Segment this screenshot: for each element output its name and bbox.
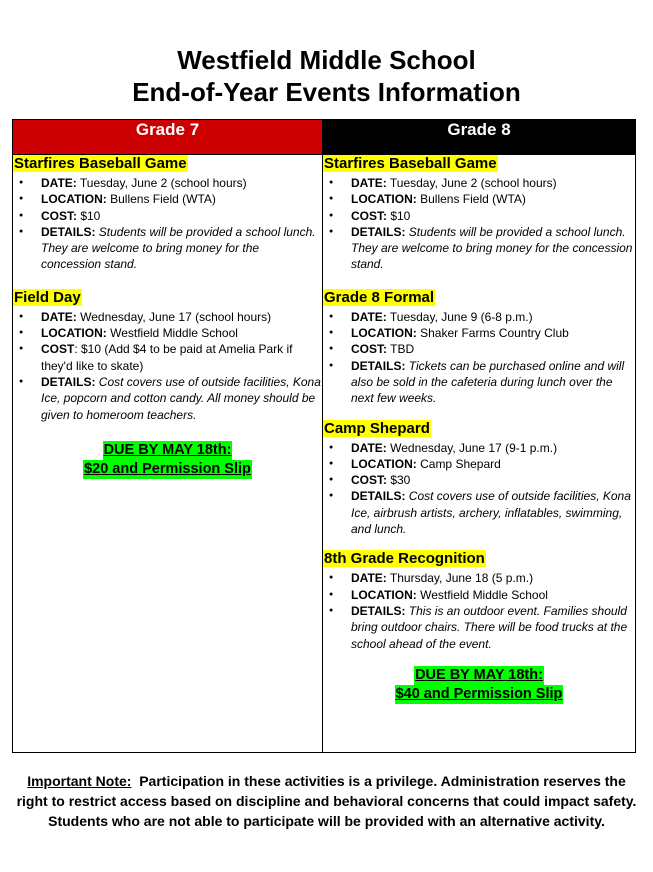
details-value: Cost covers use of outside facilities, Kona Ice, airbrush artists, archery, inflatables, swimming, and lunch.: [351, 489, 631, 537]
event-date: [351, 175, 635, 191]
event-details: [351, 224, 635, 273]
details-value: This is an outdoor event. Families should bring outdoor chairs. There will be food trucks at the school ahead of the event.: [351, 603, 628, 651]
event-title: Field Day: [14, 288, 81, 306]
event-cost: [351, 208, 635, 224]
event-location: [351, 456, 635, 472]
date-label: DATE:: [351, 176, 387, 190]
event-details-list: [323, 440, 635, 538]
cost-value: $10: [77, 208, 101, 223]
event-block: [323, 155, 635, 273]
location-label: LOCATION:: [351, 587, 417, 602]
details-value: Cost covers use of outside facilities, Kona Ice, popcorn and cotton candy. All money should be given to homeroom teachers.: [41, 374, 321, 422]
event-details: [351, 358, 635, 407]
event-date: [351, 440, 635, 456]
cost-value: TBD: [387, 342, 415, 357]
important-note: [14, 771, 639, 831]
location-value: Westfield Middle School: [416, 587, 548, 602]
event-details: [41, 374, 322, 423]
event-block: [13, 155, 322, 273]
grade7-column: [13, 155, 323, 753]
due-amount-line: $40 and Permission Slip: [395, 685, 563, 702]
grade8-heading: Grade 8: [323, 120, 636, 155]
cost-label: COST:: [351, 342, 387, 357]
location-label: LOCATION:: [41, 326, 107, 341]
location-label: LOCATION:: [351, 326, 417, 341]
details-value: Students will be provided a school lunch. They are welcome to bring money for the concession stand.: [41, 224, 316, 272]
date-value: Thursday, June 18 (5 p.m.): [386, 571, 534, 586]
event-cost: [351, 472, 635, 488]
event-title: Starfires Baseball Game: [324, 155, 497, 172]
location-label: LOCATION:: [41, 192, 107, 207]
event-block: [323, 550, 635, 651]
event-details: [351, 488, 635, 537]
event-details-list: [323, 309, 635, 407]
details-label: DETAILS:: [351, 489, 406, 504]
event-location: [351, 587, 635, 603]
document-subtitle: End-of-Year Events Information: [132, 77, 521, 107]
event-block: [323, 289, 635, 407]
date-value: Tuesday, June 9 (6-8 p.m.): [386, 309, 533, 324]
event-cost: [41, 208, 322, 224]
event-location: [41, 325, 322, 341]
date-label: DATE:: [351, 440, 387, 455]
location-label: LOCATION:: [351, 456, 417, 471]
cost-label: COST:: [41, 208, 77, 223]
date-label: DATE:: [351, 309, 387, 324]
event-details: [41, 224, 322, 273]
grade-header-row: [13, 120, 636, 155]
date-label: DATE:: [41, 309, 77, 324]
grade7-heading: Grade 7: [13, 120, 323, 155]
details-label: DETAILS:: [41, 374, 96, 389]
event-details: [351, 603, 635, 652]
event-details-list: [323, 570, 635, 651]
event-title: 8th Grade Recognition: [324, 550, 485, 568]
date-value: Tuesday, June 2 (school hours): [76, 176, 247, 190]
note-label: Important Note:: [27, 773, 132, 789]
event-details-list: [323, 175, 635, 273]
event-date: [41, 309, 322, 325]
date-value: Tuesday, June 2 (school hours): [386, 176, 557, 190]
location-value: Shaker Farms Country Club: [416, 326, 569, 341]
due-notice: [323, 666, 635, 704]
event-date: [41, 175, 322, 191]
location-value: Bullens Field (WTA): [106, 192, 216, 207]
event-location: [351, 191, 635, 207]
due-notice: [13, 441, 322, 479]
event-block: [323, 420, 635, 538]
event-title: Starfires Baseball Game: [14, 155, 187, 172]
details-label: DETAILS:: [351, 224, 406, 239]
event-location: [351, 325, 635, 341]
events-row: [13, 155, 636, 753]
note-text: Participation in these activities is a privilege. Administration reserves the right to restrict access based on discipline and behavioral concerns that could impact safety. Students who are not able to participate will be provided with an alternative activity.: [16, 773, 641, 829]
document-title: [0, 44, 653, 108]
location-label: LOCATION:: [351, 192, 417, 207]
location-value: Westfield Middle School: [106, 326, 238, 341]
cost-value: $10: [387, 208, 411, 223]
due-date-line: DUE BY MAY 18th:: [103, 441, 232, 458]
date-label: DATE:: [41, 176, 77, 190]
cost-label: COST:: [351, 208, 387, 223]
due-date-line: DUE BY MAY 18th:: [415, 666, 543, 683]
event-date: [351, 309, 635, 325]
grade8-column: [323, 155, 636, 753]
event-details-list: [13, 309, 322, 423]
cost-label: COST:: [351, 473, 387, 488]
cost-value: : $10 (Add $4 to be paid at Amelia Park if they'd like to skate): [41, 342, 293, 373]
event-cost: [351, 341, 635, 357]
school-name: Westfield Middle School: [177, 45, 476, 75]
event-location: [41, 191, 322, 207]
due-amount-line: $20 and Permission Slip: [84, 460, 251, 477]
details-label: DETAILS:: [351, 358, 406, 373]
events-table: [12, 119, 636, 753]
date-label: DATE:: [351, 571, 387, 586]
event-details-list: [13, 175, 322, 273]
event-block: [13, 289, 322, 423]
event-title: Camp Shepard: [324, 419, 430, 437]
date-value: Wednesday, June 17 (9-1 p.m.): [386, 440, 558, 455]
event-title: Grade 8 Formal: [324, 288, 435, 306]
details-label: DETAILS:: [41, 224, 96, 239]
cost-value: $30: [387, 473, 411, 488]
details-value: Tickets can be purchased online and will also be sold in the cafeteria during lunch over the next few weeks.: [351, 358, 625, 406]
details-value: Students will be provided a school lunch. They are welcome to bring money for the concession stand.: [351, 224, 633, 272]
event-cost: [41, 341, 322, 374]
location-value: Camp Shepard: [416, 456, 501, 471]
event-date: [351, 570, 635, 586]
date-value: Wednesday, June 17 (school hours): [76, 309, 272, 324]
cost-label: COST: [41, 342, 75, 357]
details-label: DETAILS:: [351, 603, 406, 618]
location-value: Bullens Field (WTA): [416, 192, 526, 207]
